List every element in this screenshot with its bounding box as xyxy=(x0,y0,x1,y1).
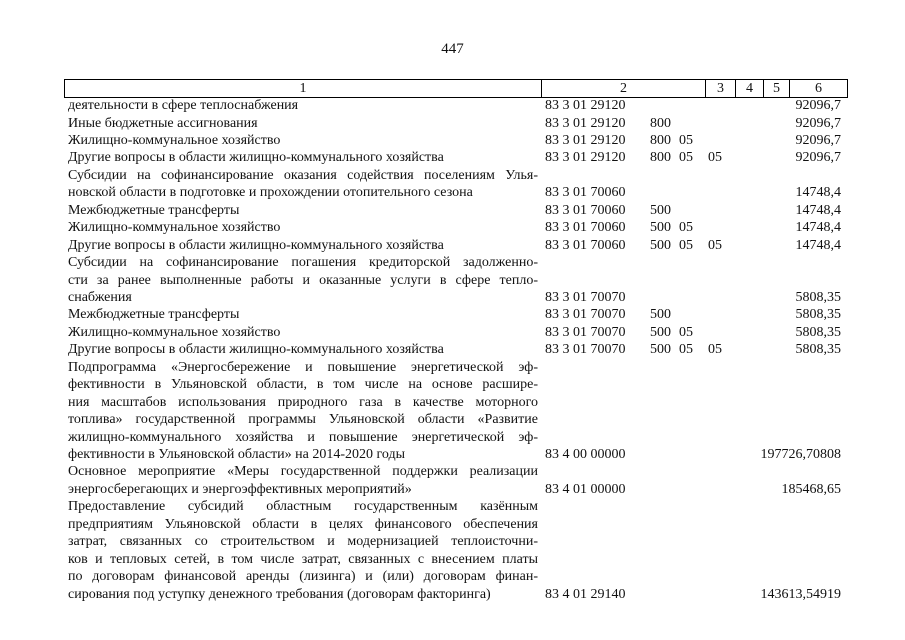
row-description: фективности в Ульяновской области» на 2014-2020 годы xyxy=(68,447,406,462)
row-col4: 05 xyxy=(679,324,693,340)
row-description: по договорам финансовой аренды (лизинга) и (или) договорам финан- xyxy=(68,569,538,585)
row-amount: 5808,35 xyxy=(795,324,841,340)
row-description: сти за ранее выполненные работы и оказанные услуги в сфере тепло- xyxy=(68,272,538,288)
row-code: 83 4 00 00000 xyxy=(545,447,626,462)
header-col-4: 4 xyxy=(735,80,763,97)
row-description: Жилищно-коммунальное хозяйство xyxy=(68,132,281,148)
row-description: Иные бюджетные ассигнования xyxy=(68,115,258,131)
row-amount: 14748,4 xyxy=(795,220,841,236)
table-header xyxy=(64,79,848,98)
header-col-1: 1 xyxy=(299,81,307,96)
row-description: Межбюджетные трансферты xyxy=(68,307,240,323)
table-row xyxy=(68,412,848,427)
table-row xyxy=(68,290,848,305)
row-code: 83 3 01 70060 xyxy=(545,202,626,218)
row-code: 83 3 01 70070 xyxy=(545,289,626,305)
row-description: Жилищно-коммунальное хозяйство xyxy=(68,324,281,340)
row-col3: 500 xyxy=(650,220,671,236)
table-row xyxy=(68,185,848,200)
table-row xyxy=(68,430,848,445)
table-row xyxy=(68,133,848,148)
header-col-2: 2 xyxy=(541,80,705,97)
row-description: Другие вопросы в области жилищно-коммунального хозяйства xyxy=(68,237,444,253)
table-row xyxy=(68,552,848,567)
row-code: 83 3 01 29120 xyxy=(545,98,626,113)
row-col3: 500 xyxy=(650,307,671,323)
row-amount: 92096,7 xyxy=(795,132,841,148)
table-row xyxy=(68,238,848,253)
row-description: ков и тепловых сетей, в том числе затрат, связанных с внесением платы xyxy=(68,551,538,567)
row-col5: 05 xyxy=(708,150,722,166)
table-row xyxy=(68,168,848,183)
page-number: 447 xyxy=(441,41,464,57)
row-description: деятельности в сфере теплоснабжения xyxy=(68,98,299,113)
table-row xyxy=(68,307,848,322)
row-description: сирования под уступку денежного требования (договорам факторинга) xyxy=(68,586,491,602)
row-col3: 500 xyxy=(650,342,671,358)
row-amount: 185468,65 xyxy=(781,481,841,497)
table-row xyxy=(68,325,848,340)
table-row xyxy=(68,377,848,392)
row-description: снабжения xyxy=(68,289,132,305)
row-amount: 143613,54919 xyxy=(760,586,841,602)
row-code: 83 3 01 29120 xyxy=(545,132,626,148)
row-col3: 800 xyxy=(650,132,671,148)
row-code: 83 3 01 70070 xyxy=(545,342,626,358)
table-row xyxy=(68,273,848,288)
table-row xyxy=(68,395,848,410)
row-col3: 500 xyxy=(650,324,671,340)
row-col4: 05 xyxy=(679,132,693,148)
table-row xyxy=(68,482,848,497)
row-description: Другие вопросы в области жилищно-коммунального хозяйства xyxy=(68,150,444,166)
row-code: 83 3 01 70060 xyxy=(545,185,626,201)
row-description: жилищно-коммунального хозяйства и повышение энергетической эф- xyxy=(68,429,538,445)
row-col5: 05 xyxy=(708,342,722,358)
row-amount: 92096,7 xyxy=(795,115,841,131)
row-description: топлива» государственной программы Ульяновской области «Развитие xyxy=(68,412,538,428)
table-row xyxy=(68,116,848,131)
row-amount: 14748,4 xyxy=(795,202,841,218)
row-code: 83 3 01 70060 xyxy=(545,237,626,253)
table-row xyxy=(68,447,848,462)
table-row xyxy=(68,98,848,113)
row-amount: 14748,4 xyxy=(795,185,841,201)
row-code: 83 3 01 70070 xyxy=(545,324,626,340)
table-row xyxy=(68,499,848,514)
row-amount: 14748,4 xyxy=(795,237,841,253)
row-col3: 800 xyxy=(650,150,671,166)
table-row xyxy=(68,534,848,549)
row-code: 83 3 01 29120 xyxy=(545,150,626,166)
row-amount: 92096,7 xyxy=(795,98,841,113)
table-row xyxy=(68,464,848,479)
row-amount: 5808,35 xyxy=(795,289,841,305)
header-col-3: 3 xyxy=(705,80,735,97)
row-col4: 05 xyxy=(679,220,693,236)
row-code: 83 3 01 70060 xyxy=(545,220,626,236)
row-amount: 5808,35 xyxy=(795,307,841,323)
header-col-5: 5 xyxy=(763,80,789,97)
row-col3: 500 xyxy=(650,202,671,218)
table-row xyxy=(68,220,848,235)
row-amount: 92096,7 xyxy=(795,150,841,166)
row-description: Подпрограмма «Энергосбережение и повышение энергетической эф- xyxy=(68,359,538,375)
row-code: 83 4 01 00000 xyxy=(545,481,626,497)
row-col3: 800 xyxy=(650,115,671,131)
table-row xyxy=(68,203,848,218)
table-row xyxy=(68,342,848,357)
row-col4: 05 xyxy=(679,150,693,166)
table-row xyxy=(68,360,848,375)
row-description: Основное мероприятие «Меры государственной поддержки реализации xyxy=(68,464,538,480)
row-description: Межбюджетные трансферты xyxy=(68,202,240,218)
table-row xyxy=(68,517,848,532)
header-col-6: 6 xyxy=(789,80,847,97)
row-description: ния масштабов использования природного газа в качестве моторного xyxy=(68,394,538,410)
row-col4: 05 xyxy=(679,237,693,253)
row-amount: 197726,70808 xyxy=(760,447,841,462)
row-col3: 500 xyxy=(650,237,671,253)
row-description: Другие вопросы в области жилищно-коммунального хозяйства xyxy=(68,342,444,358)
row-code: 83 3 01 29120 xyxy=(545,115,626,131)
row-col5: 05 xyxy=(708,237,722,253)
row-description: Жилищно-коммунальное хозяйство xyxy=(68,220,281,236)
row-description: фективности в Ульяновской области, в том числе на основе расшире- xyxy=(68,377,538,393)
row-code: 83 3 01 70070 xyxy=(545,307,626,323)
row-amount: 5808,35 xyxy=(795,342,841,358)
row-description: Предоставление субсидий областным государственным казённым xyxy=(68,499,538,515)
table-row xyxy=(68,150,848,165)
row-description: предприятиям Ульяновской области в целях финансового обеспечения xyxy=(68,516,538,532)
row-description: энергосберегающих и энергоэффективных мероприятий» xyxy=(68,481,412,497)
table-row xyxy=(68,587,848,602)
row-description: Субсидии на софинансирование оказания содействия поселениям Улья- xyxy=(68,167,538,183)
row-description: новской области в подготовке и прохождении отопительного сезона xyxy=(68,185,473,201)
row-col4: 05 xyxy=(679,342,693,358)
table-row xyxy=(68,569,848,584)
row-description: Субсидии на софинансирование погашения кредиторской задолженно- xyxy=(68,255,538,270)
row-code: 83 4 01 29140 xyxy=(545,586,626,602)
table-row xyxy=(68,255,848,270)
row-description: затрат, связанных со строительством и модернизацией теплоисточни- xyxy=(68,534,538,550)
